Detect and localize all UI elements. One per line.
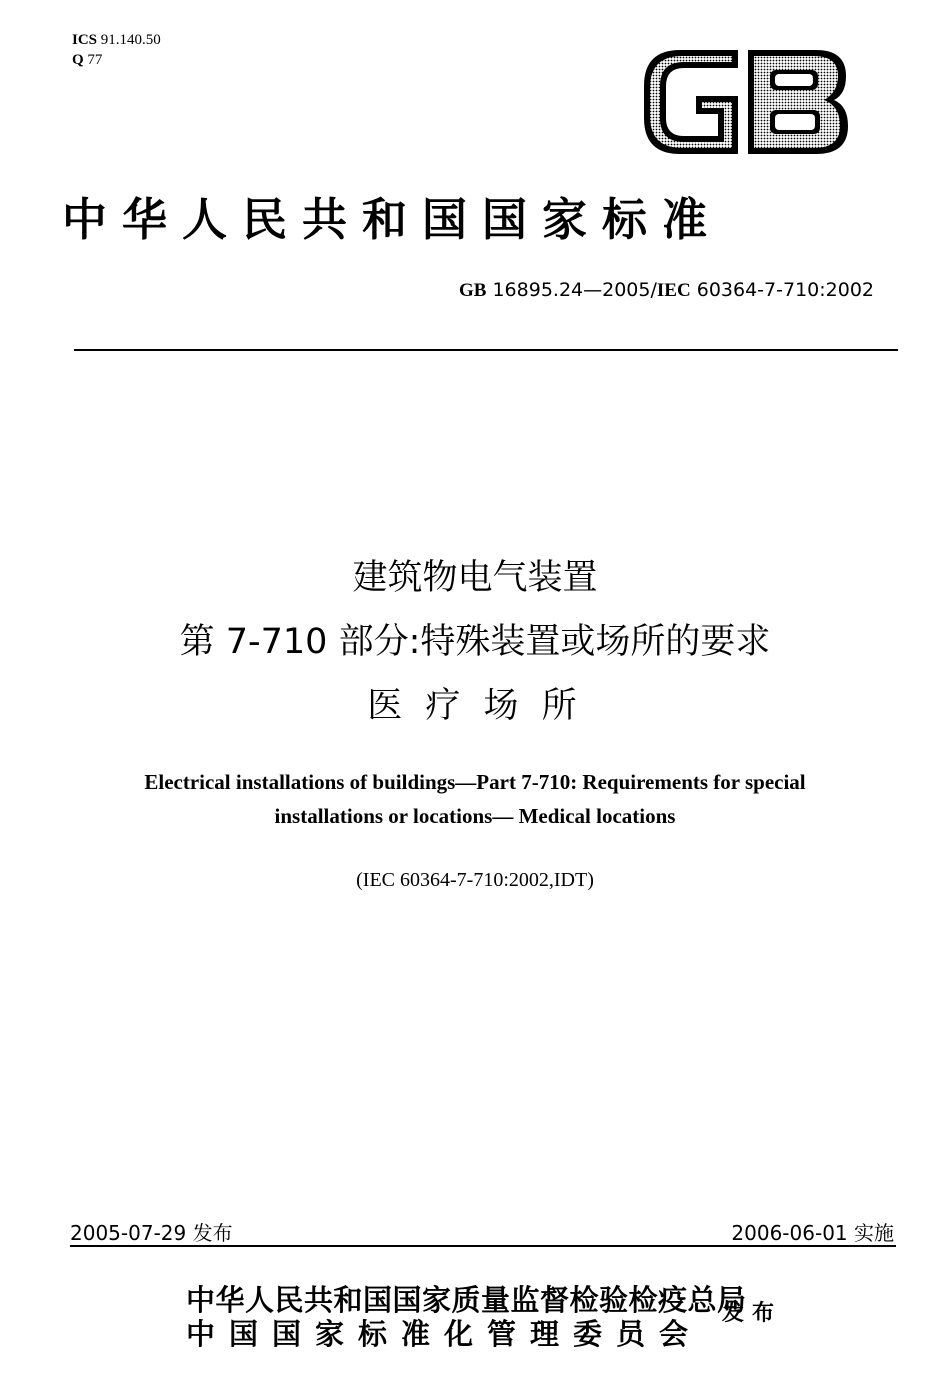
iec-code: 60364-7-710:2002 <box>696 279 874 301</box>
standard-number <box>459 279 874 302</box>
title-en-line1: Electrical installations of buildings—Part 7-710: Requirements for special <box>144 770 806 794</box>
title-zh-line2: 第 7-710 部分:特殊装置或场所的要求 <box>179 622 771 662</box>
national-standard-heading: 中华人民共和国国家标准 <box>62 193 723 246</box>
gb-logo <box>640 44 852 160</box>
standard-code: 16895.24—2005/ <box>492 279 657 301</box>
ccs-code: 77 <box>87 52 103 68</box>
title-en-line2: installations or locations— Medical locations <box>274 804 676 828</box>
publish-label: 发布 <box>722 1300 783 1326</box>
issuer-sac: 中国国家标准化管理委员会 <box>186 1317 703 1351</box>
issuer-aqsiq: 中华人民共和国国家质量监督检验检疫总局 <box>186 1283 747 1317</box>
standard-prefix: GB <box>458 280 487 301</box>
title-en <box>60 765 890 833</box>
title-zh-line1: 建筑物电气装置 <box>352 558 598 598</box>
issue-date: 2005-07-29 发布 <box>70 1221 233 1245</box>
ccs-line <box>72 50 161 70</box>
iec-prefix: IEC <box>656 280 691 301</box>
ics-label: ICS <box>72 32 98 48</box>
ics-classification <box>72 30 161 70</box>
ics-code: 91.140.50 <box>100 32 161 48</box>
ccs-label: Q <box>72 52 84 68</box>
implementation-date: 2006-06-01 实施 <box>731 1221 894 1245</box>
gb-logo-b-shape <box>748 50 848 154</box>
adoption-note: (IEC 60364-7-710:2002,IDT) <box>356 869 594 891</box>
title-zh-line3: 医 疗 场 所 <box>367 686 583 726</box>
footer-divider <box>70 1245 896 1247</box>
ics-line <box>72 30 161 50</box>
gb-logo-g-shape <box>644 50 738 154</box>
header-divider <box>74 349 898 351</box>
